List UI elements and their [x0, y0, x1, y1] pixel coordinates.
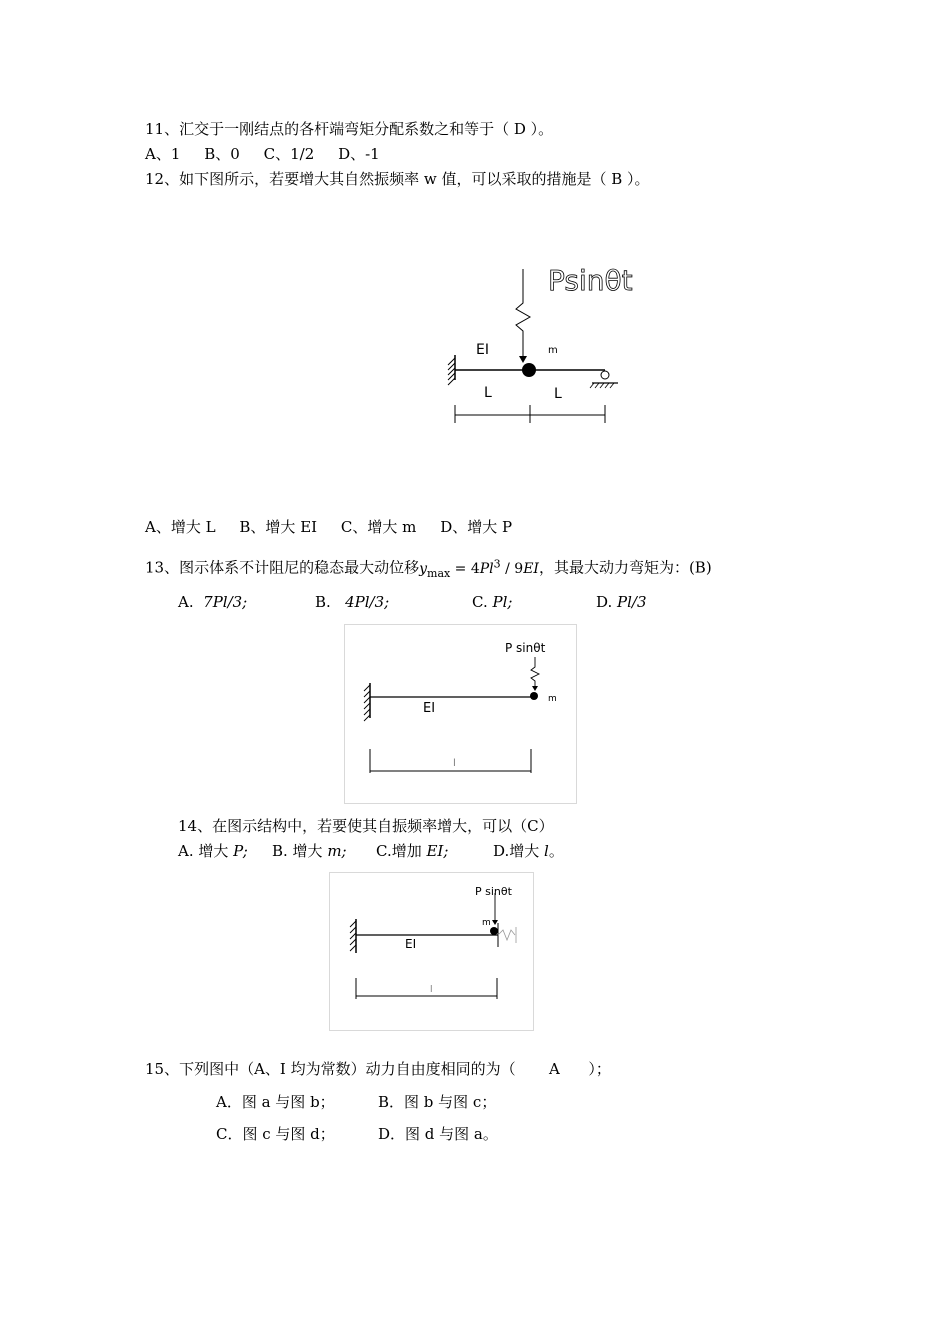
- q13-figure-frame: [344, 624, 577, 804]
- q14-question: 14、在图示结构中，若要使其自振频率增大，可以（C）: [178, 817, 554, 835]
- q12-mass: [522, 363, 536, 377]
- q12-ei-label: EI: [476, 342, 489, 358]
- q13-mass: [530, 692, 538, 700]
- q14-option-a: A. 增大 P;: [178, 842, 248, 860]
- q11-question: 11、汇交于一刚结点的各杆端弯矩分配系数之和等于（ D ）。: [145, 120, 554, 138]
- q14-fixed-hatch: [350, 921, 356, 951]
- q14-ei-label: EI: [405, 937, 417, 951]
- q12-span2-label: L: [554, 386, 562, 402]
- q15-option-d: D．图 d 与图 a。: [378, 1125, 498, 1143]
- q14-mass-label: m: [482, 918, 491, 928]
- q13-mass-label: m: [548, 694, 557, 704]
- q13-question: [145, 555, 712, 582]
- q14-span-label: l: [430, 985, 433, 995]
- q14-mass: [490, 927, 498, 935]
- q15-option-b: B．图 b 与图 c；: [378, 1093, 497, 1111]
- q14-option-d: D.增大 l。: [493, 842, 564, 860]
- q13-ei-label: EI: [423, 701, 436, 716]
- q13-load-line: [531, 657, 539, 687]
- q15-question: 15、下列图中（A、I 均为常数）动力自由度相同的为（ A ）；: [145, 1060, 611, 1078]
- q12-load-line: [516, 269, 530, 359]
- q12-load-arrowhead: [519, 356, 527, 363]
- q13-option-d: D. Pl/3: [596, 593, 647, 611]
- q13-option-a: A. 7Pl/3;: [178, 593, 248, 611]
- q12-load-label: Psinθt: [548, 264, 633, 297]
- q14-load-label: P sinθt: [475, 885, 512, 898]
- q12-question: 12、如下图所示，若要增大其自然振频率 w 值，可以采取的措施是（ B ）。: [145, 170, 650, 188]
- q13-span-label: l: [453, 758, 456, 769]
- q12-span1-label: L: [484, 385, 492, 401]
- q14-spring-support: [498, 930, 515, 940]
- q15-option-c: C．图 c 与图 d；: [216, 1125, 335, 1143]
- q13-option-b: B. 4Pl/3;: [315, 593, 390, 611]
- q13-fixed-hatch: [364, 685, 370, 721]
- q12-options: A、增大 L B、增大 EI C、增大 m D、增大 P: [145, 518, 513, 536]
- q12-fixed-hatch: [448, 358, 455, 385]
- q14-load-arrowhead: [492, 920, 498, 925]
- q12-beam-figure: [420, 255, 700, 435]
- q13-question-suffix: ，其最大动力弯矩为：(B): [538, 558, 712, 577]
- q14-option-c: C.增加 EI;: [376, 842, 449, 860]
- q13-option-c: C. Pl;: [472, 593, 513, 611]
- q12-roller-support: [601, 371, 609, 379]
- q14-propped-cantilever-figure: [330, 873, 533, 1030]
- q12-roller-hatch: [590, 383, 614, 388]
- q12-mass-label: m: [548, 345, 558, 356]
- q13-load-label: P sinθt: [505, 641, 546, 655]
- q11-options: A、1 B、0 C、1/2 D、-1: [145, 145, 380, 163]
- q14-figure-frame: [329, 872, 534, 1031]
- q13-cantilever-figure: [345, 625, 576, 803]
- q13-load-arrowhead: [532, 686, 538, 691]
- q14-option-b: B. 增大 m;: [272, 842, 347, 860]
- q13-formula: $y_{max} = 4Pl^3 / 9EI$: [419, 557, 539, 580]
- q13-question-prefix: 13、图示体系不计阻尼的稳态最大动位移: [145, 558, 420, 577]
- q15-option-a: A．图 a 与图 b；: [216, 1093, 335, 1111]
